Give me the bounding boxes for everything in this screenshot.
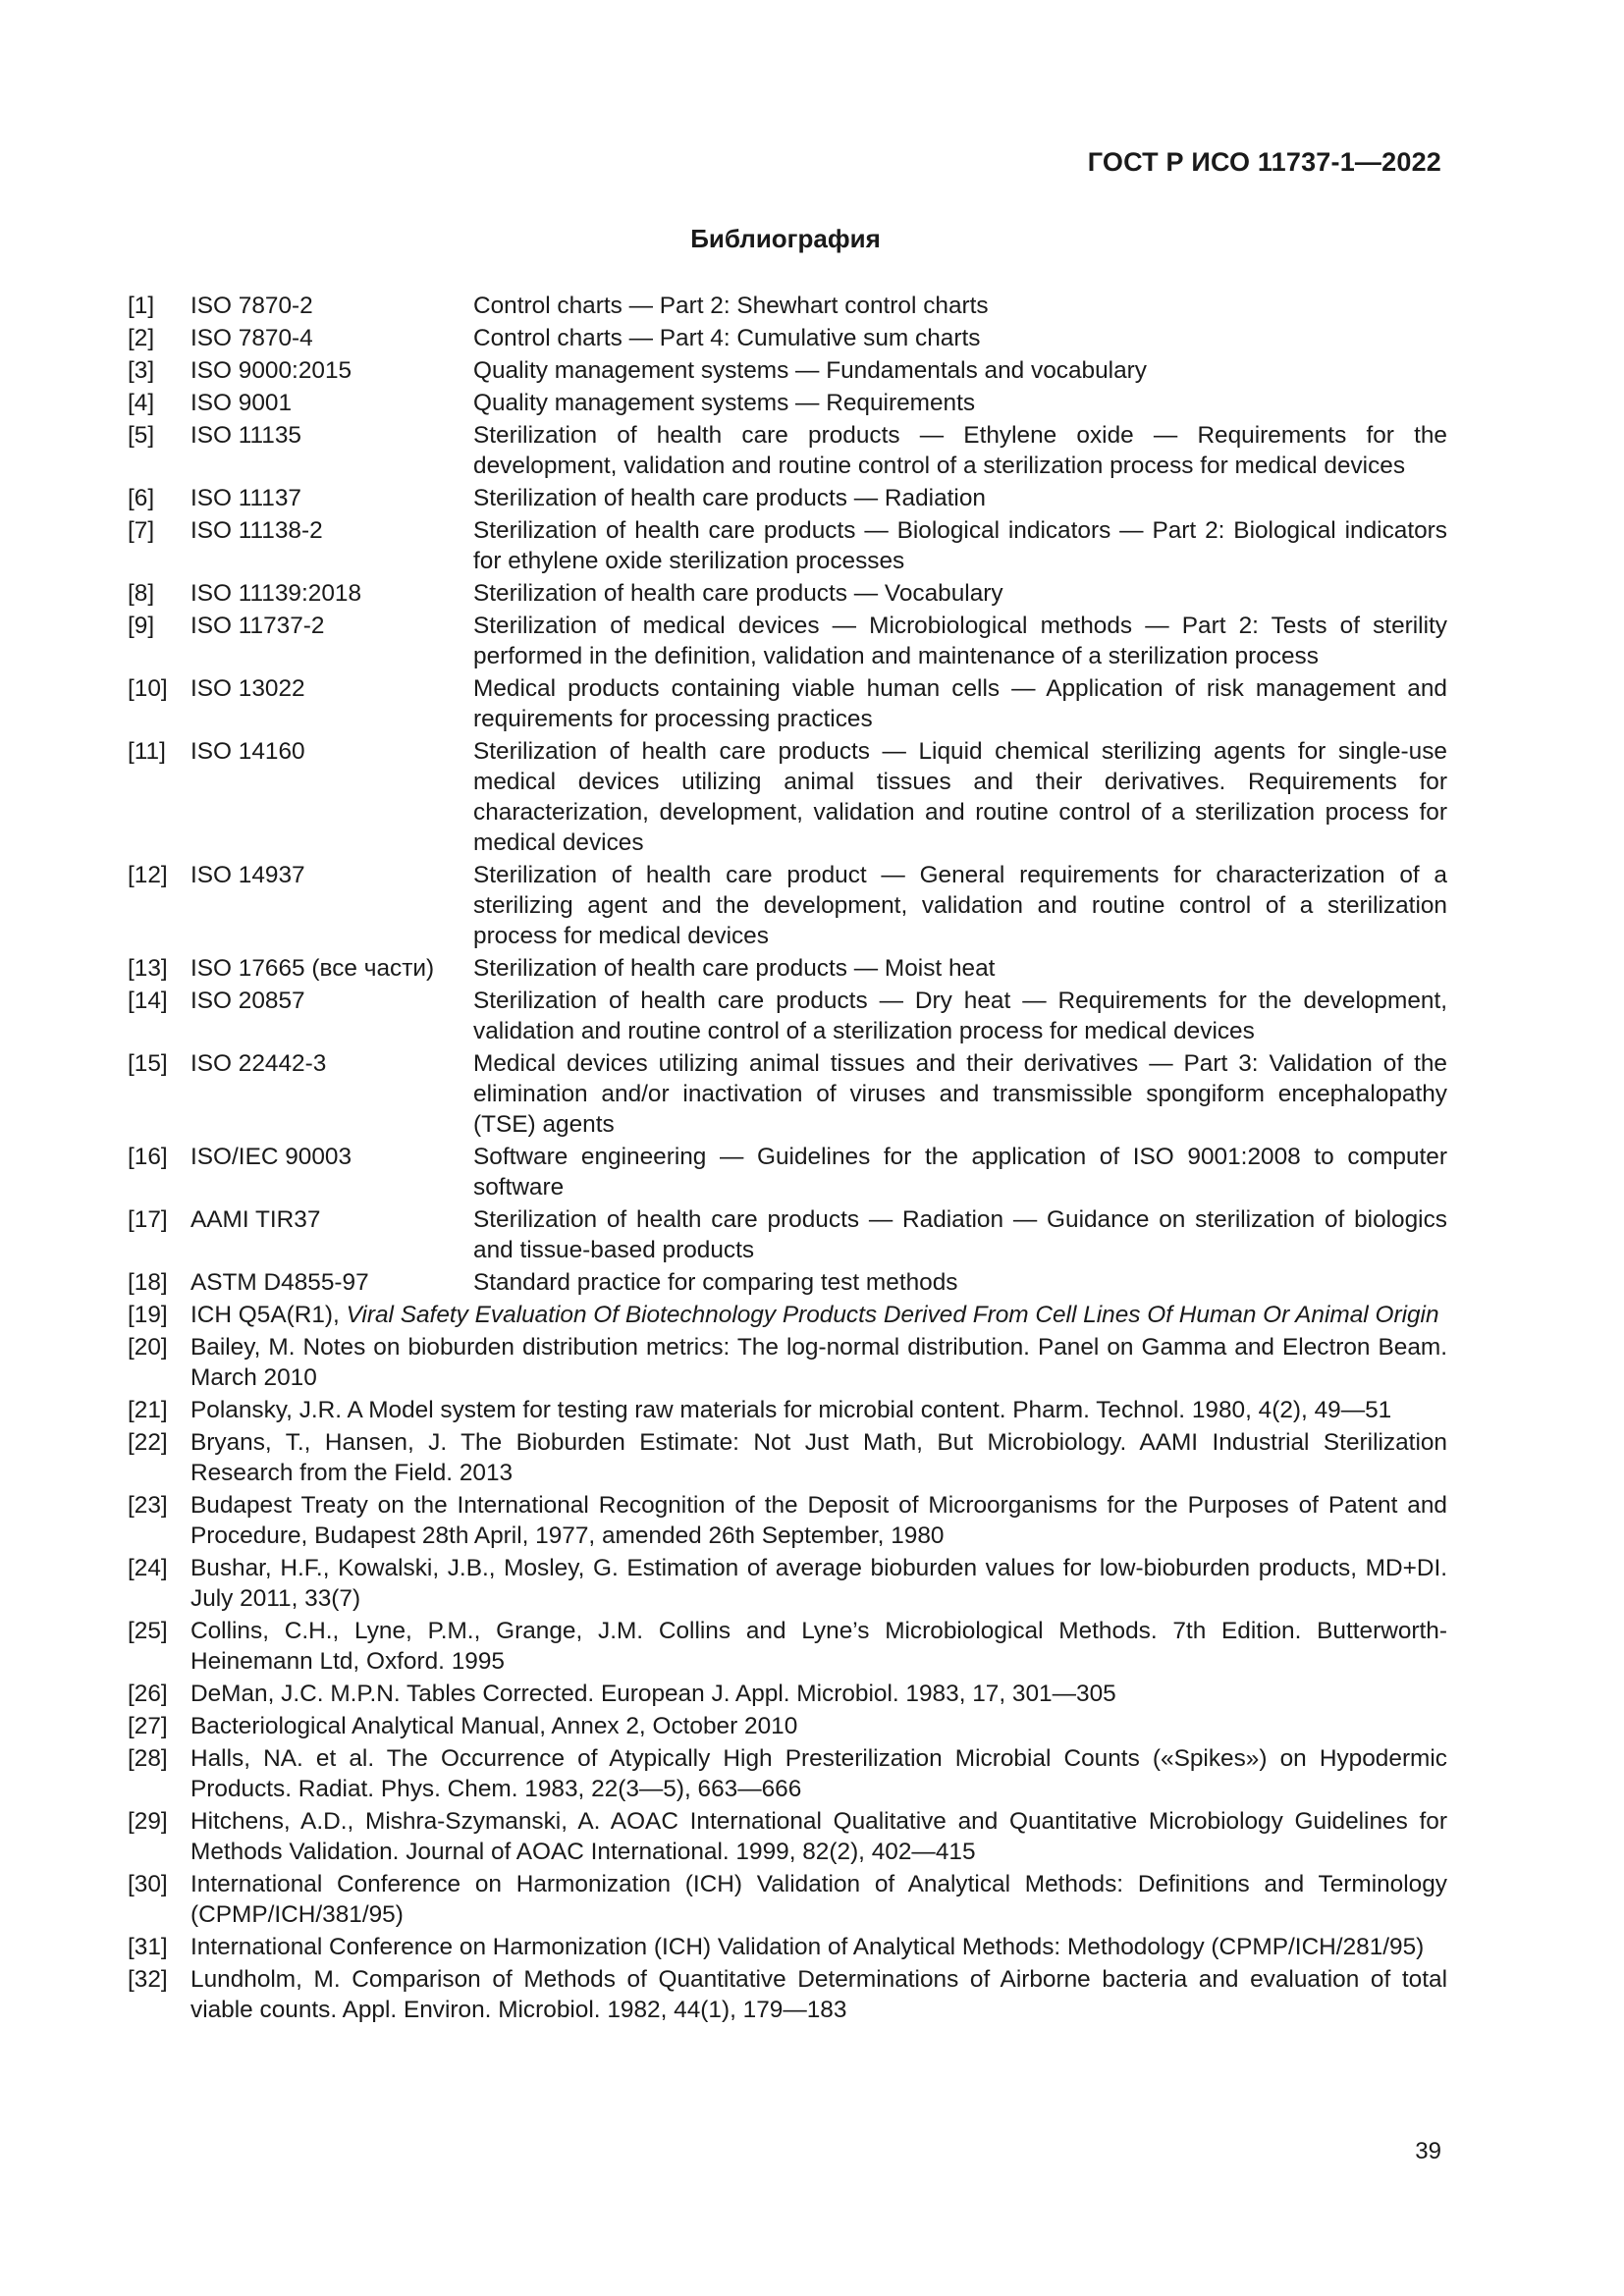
standard-code: ISO 9000:2015 xyxy=(190,357,352,384)
standard-code: ISO 7870-4 xyxy=(190,325,313,351)
standard-item xyxy=(128,1204,1447,1265)
standard-title: Sterilization of health care products — Biological indicators — Part 2: Biological indicators for ethylene oxide sterilization processes xyxy=(473,517,1447,574)
standard-item xyxy=(128,736,1447,858)
reference-item xyxy=(128,1395,1447,1425)
standard-title: Sterilization of health care products — Dry heat — Requirements for the development, validation and routine control of a sterilization process for medical devices xyxy=(473,988,1447,1044)
standard-title: Sterilization of health care products — Liquid chemical sterilizing agents for single-use medical devices utilizing animal tissues and their derivatives. Requirements for characterization, development, validation and routine control of a sterilization process for medical devices xyxy=(473,738,1447,856)
standard-item xyxy=(128,986,1447,1046)
reference-text: Bushar, H.F., Kowalski, J.B., Mosley, G. Estimation of average bioburden values for low-bioburden products, MD+DI. July 2011, 33(7) xyxy=(190,1555,1447,1612)
standard-code: ISO 17665 (все части) xyxy=(190,955,435,982)
standard-title: Sterilization of health care products — Vocabulary xyxy=(473,580,1003,607)
bibliography-title: Библиография xyxy=(690,224,881,253)
standard-title: Sterilization of medical devices — Microbiological methods — Part 2: Tests of sterility performed in the definition, validation and maintenance of a sterilization process xyxy=(473,613,1447,669)
standard-code: ASTM D4855-97 xyxy=(190,1269,369,1296)
reference-number: [24] xyxy=(128,1555,168,1581)
reference-item xyxy=(128,1427,1447,1488)
standard-item xyxy=(128,578,1447,609)
reference-item xyxy=(128,1869,1447,1930)
reference-number: [27] xyxy=(128,1713,168,1739)
reference-number: [17] xyxy=(128,1206,168,1233)
standard-code: ISO 14937 xyxy=(190,862,305,888)
reference-number: [26] xyxy=(128,1681,168,1707)
document-header: ГОСТ Р ИСО 11737-1—2022 xyxy=(1087,147,1441,177)
reference-text: Bryans, T., Hansen, J. The Bioburden Estimate: Not Just Math, But Microbiology. AAMI Industrial Sterilization Research from the Field. 2013 xyxy=(190,1429,1447,1486)
reference-text: Bailey, M. Notes on bioburden distribution metrics: The log-normal distribution. Panel on Gamma and Electron Beam. March 2010 xyxy=(190,1334,1447,1391)
reference-number: [25] xyxy=(128,1618,168,1644)
reference-number: [10] xyxy=(128,675,168,702)
reference-number: [12] xyxy=(128,862,168,888)
standard-title: Medical products containing viable human cells — Application of risk management and requirements for processing practices xyxy=(473,675,1447,732)
reference-number: [32] xyxy=(128,1966,168,1993)
reference-number: [22] xyxy=(128,1429,168,1456)
standard-code: ISO 11138-2 xyxy=(190,517,323,544)
standard-item xyxy=(128,953,1447,984)
reference-number: [4] xyxy=(128,390,155,416)
bibliography-list xyxy=(128,291,1447,2027)
standard-code: ISO 14160 xyxy=(190,738,305,765)
reference-number: [11] xyxy=(128,738,166,765)
standard-code: ISO 11137 xyxy=(190,485,301,511)
reference-number: [14] xyxy=(128,988,168,1014)
reference-number: [8] xyxy=(128,580,155,607)
reference-text: Collins, C.H., Lyne, P.M., Grange, J.M. Collins and Lyne’s Microbiological Methods. 7th Edition. Butterworth-Heinemann Ltd, Oxford. 1995 xyxy=(190,1618,1447,1675)
reference-number: [16] xyxy=(128,1144,168,1170)
reference-number: [23] xyxy=(128,1492,168,1519)
standard-item xyxy=(128,1267,1447,1298)
reference-text xyxy=(190,1300,1447,1330)
reference-text: Bacteriological Analytical Manual, Annex 2, October 2010 xyxy=(190,1713,798,1739)
reference-number: [19] xyxy=(128,1302,168,1328)
reference-number: [15] xyxy=(128,1050,168,1077)
standard-code: ISO 13022 xyxy=(190,675,305,702)
standards-list xyxy=(128,291,1447,1298)
standard-title: Software engineering — Guidelines for the application of ISO 9001:2008 to computer software xyxy=(473,1144,1447,1201)
reference-item xyxy=(128,1490,1447,1551)
reference-italic-title: Viral Safety Evaluation Of Biotechnology Products Derived From Cell Lines Of Human Or Animal Origin xyxy=(346,1302,1439,1328)
standard-title: Medical devices utilizing animal tissues and their derivatives — Part 3: Validation of the elimination and/or inactivation of viruses and transmissible spongiform encephalopathy (TSE) agents xyxy=(473,1050,1447,1138)
reference-number: [9] xyxy=(128,613,155,639)
standard-title: Sterilization of health care products — Ethylene oxide — Requirements for the development, validation and routine control of a sterilization process for medical devices xyxy=(473,422,1447,479)
reference-item xyxy=(128,1553,1447,1614)
standard-code: ISO 22442-3 xyxy=(190,1050,327,1077)
reference-item xyxy=(128,1806,1447,1867)
reference-prefix: ICH Q5A(R1), xyxy=(190,1302,347,1328)
standard-item xyxy=(128,860,1447,951)
reference-item xyxy=(128,1964,1447,2025)
reference-item xyxy=(128,1300,1447,1330)
reference-number: [29] xyxy=(128,1808,168,1835)
reference-text: Budapest Treaty on the International Recognition of the Deposit of Microorganisms for the Purposes of Patent and Procedure, Budapest 28th April, 1977, amended 26th September, 1980 xyxy=(190,1492,1447,1549)
standard-title: Control charts — Part 2: Shewhart control charts xyxy=(473,293,989,319)
standard-title: Sterilization of health care products — Radiation xyxy=(473,485,986,511)
page-number: 39 xyxy=(1415,2138,1441,2164)
standard-title: Standard practice for comparing test methods xyxy=(473,1269,958,1296)
references-list xyxy=(128,1332,1447,2025)
reference-item xyxy=(128,1743,1447,1804)
standard-item xyxy=(128,515,1447,576)
reference-number: [31] xyxy=(128,1934,168,1960)
standard-item xyxy=(128,388,1447,418)
reference-text: International Conference on Harmonization (ICH) Validation of Analytical Methods: Definitions and Terminology (CPMP/ICH/381/95) xyxy=(190,1871,1447,1928)
standard-code: ISO 11139:2018 xyxy=(190,580,362,607)
standard-code: ISO 9001 xyxy=(190,390,293,416)
standard-item xyxy=(128,483,1447,513)
standard-item xyxy=(128,420,1447,481)
reference-item xyxy=(128,1332,1447,1393)
standard-code: AAMI TIR37 xyxy=(190,1206,321,1233)
standard-title: Sterilization of health care products — Radiation — Guidance on sterilization of biologics and tissue-based products xyxy=(473,1206,1447,1263)
reference-number: [7] xyxy=(128,517,155,544)
standard-item xyxy=(128,1142,1447,1202)
reference-text: Hitchens, A.D., Mishra-Szymanski, A. AOAC International Qualitative and Quantitative Microbiology Guidelines for Methods Validation. Journal of AOAC International. 1999, 82(2), 402—415 xyxy=(190,1808,1447,1865)
standard-code: ISO 7870-2 xyxy=(190,293,313,319)
standard-code: ISO 11135 xyxy=(190,422,301,449)
standard-title: Control charts — Part 4: Cumulative sum charts xyxy=(473,325,981,351)
standard-item xyxy=(128,1048,1447,1140)
reference-number: [13] xyxy=(128,955,168,982)
reference-number: [20] xyxy=(128,1334,168,1361)
standard-title: Sterilization of health care products — Moist heat xyxy=(473,955,996,982)
reference-text: DeMan, J.C. M.P.N. Tables Corrected. European J. Appl. Microbiol. 1983, 17, 301—305 xyxy=(190,1681,1116,1707)
standard-code: ISO/IEC 90003 xyxy=(190,1144,352,1170)
standard-item xyxy=(128,611,1447,671)
standard-item xyxy=(128,355,1447,386)
reference-number: [30] xyxy=(128,1871,168,1897)
reference-item xyxy=(128,1932,1447,1962)
standard-item xyxy=(128,323,1447,353)
standard-item xyxy=(128,291,1447,321)
standard-title: Sterilization of health care product — General requirements for characterization of a sterilizing agent and the development, validation and routine control of a sterilization process for medical devices xyxy=(473,862,1447,949)
reference-item xyxy=(128,1679,1447,1709)
reference-number: [6] xyxy=(128,485,155,511)
reference-item xyxy=(128,1616,1447,1677)
reference-number: [2] xyxy=(128,325,155,351)
reference-text: Lundholm, M. Comparison of Methods of Quantitative Determinations of Airborne bacteria and evaluation of total viable counts. Appl. Environ. Microbiol. 1982, 44(1), 179—183 xyxy=(190,1966,1447,2023)
standard-code: ISO 11737-2 xyxy=(190,613,325,639)
standard-item xyxy=(128,673,1447,734)
reference-number: [5] xyxy=(128,422,155,449)
reference-number: [18] xyxy=(128,1269,168,1296)
standard-code: ISO 20857 xyxy=(190,988,305,1014)
reference-text: International Conference on Harmonization (ICH) Validation of Analytical Methods: Methodology (CPMP/ICH/281/95) xyxy=(190,1934,1425,1960)
standard-title: Quality management systems — Fundamentals and vocabulary xyxy=(473,357,1147,384)
reference-item xyxy=(128,1711,1447,1741)
reference-text: Polansky, J.R. A Model system for testing raw materials for microbial content. Pharm. Technol. 1980, 4(2), 49—51 xyxy=(190,1397,1392,1423)
standard-title: Quality management systems — Requirements xyxy=(473,390,976,416)
reference-number: [28] xyxy=(128,1745,168,1772)
reference-number: [1] xyxy=(128,293,155,319)
reference-text: Halls, NA. et al. The Occurrence of Atypically High Presterilization Microbial Counts («Spikes») on Hypodermic Products. Radiat. Phys. Chem. 1983, 22(3—5), 663—666 xyxy=(190,1745,1447,1802)
reference-number: [3] xyxy=(128,357,155,384)
reference-number: [21] xyxy=(128,1397,168,1423)
